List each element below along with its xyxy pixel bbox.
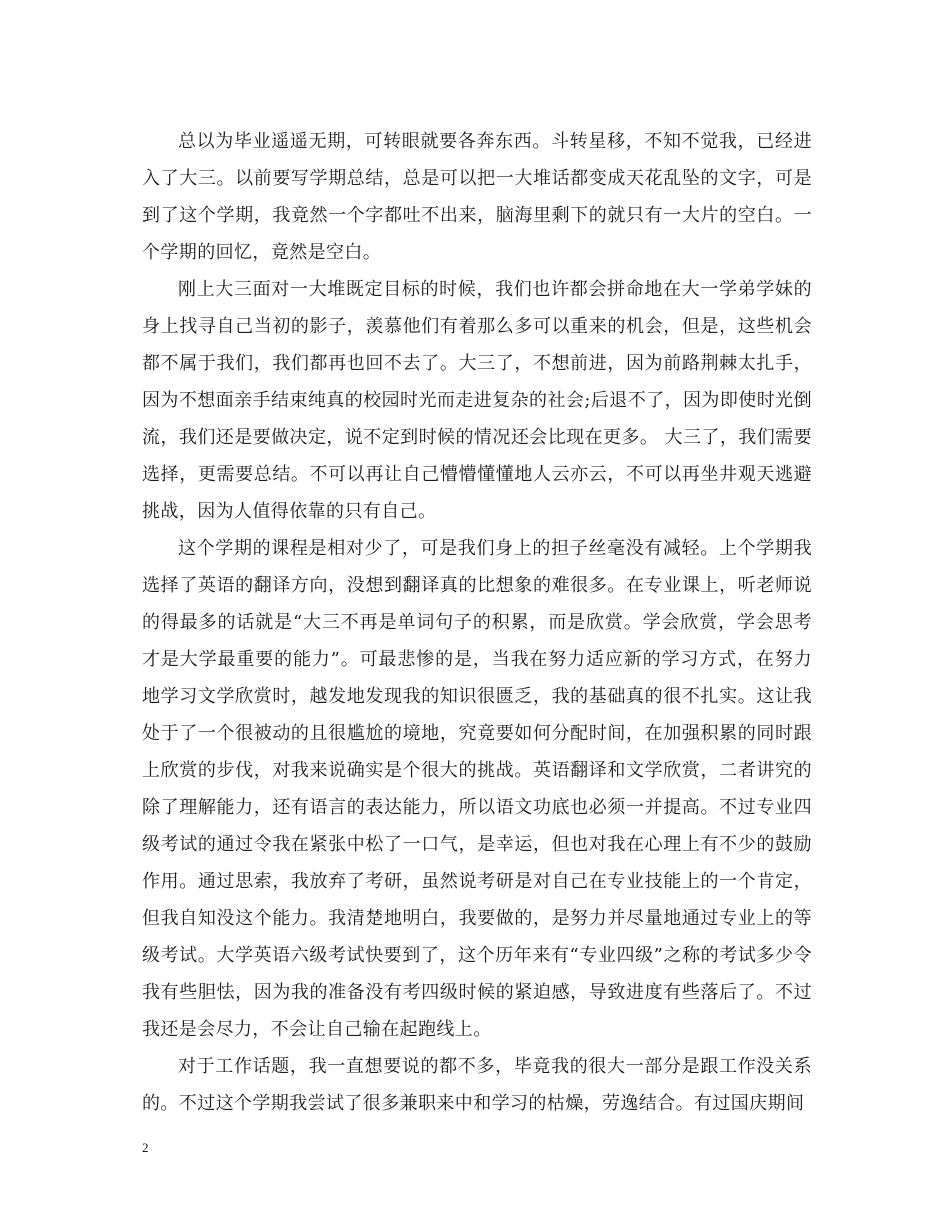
page-number: 2 xyxy=(142,1140,149,1155)
document-body xyxy=(142,123,812,1122)
paragraph-3: 这个学期的课程是相对少了，可是我们身上的担子丝毫没有减轻。上个学期我选择了英语的翻译方向，没想到翻译真的比想象的难很多。在专业课上，听老师说的得最多的话就是“大三不再是单词句子的积累，而是欣赏。学会欣赏，学会思考才是大学最重要的能力”。可最悲惨的是，当我在努力适应新的学习方式，在努力地学习文学欣赏时，越发地发现我的知识很匮乏，我的基础真的很不扎实。这让我处于了一个很被动的且很尴尬的境地，究竟要如何分配时间，在加强积累的同时跟上欣赏的步伐，对我来说确实是个很大的挑战。英语翻译和文学欣赏，二者讲究的除了理解能力，还有语言的表达能力，所以语文功底也必须一并提高。不过专业四级考试的通过令我在紧张中松了一口气，是幸运，但也对我在心理上有不少的鼓励作用。通过思索，我放弃了考研，虽然说考研是对自己在专业技能上的一个肯定，但我自知没这个能力。我清楚地明白，我要做的，是努力并尽量地通过专业上的等级考试。大学英语六级考试快要到了，这个历年来有“专业四级”之称的考试多少令我有些胆怯，因为我的准备没有考四级时候的紧迫感，导致进度有些落后了。不过我还是会尽力，不会让自己输在起跑线上。 xyxy=(142,538,812,1040)
paragraph-2: 刚上大三面对一大堆既定目标的时候，我们也许都会拼命地在大一学弟学妹的身上找寻自己当初的影子，羡慕他们有着那么多可以重来的机会，但是，这些机会都不属于我们，我们都再也回不去了。大三了，不想前进，因为前路荆棘太扎手，因为不想面亲手结束纯真的校园时光而走进复杂的社会;后退不了，因为即使时光倒流，我们还是要做决定，说不定到时候的情况还会比现在更多。 大三了，我们需要选择，更需要总结。不可以再让自己懵懵懂懂地人云亦云，不可以再坐井观天逃避挑战，因为人值得依靠的只有自己。 xyxy=(142,279,812,522)
paragraph-4: 对于工作话题，我一直想要说的都不多，毕竟我的很大一部分是跟工作没关系的。不过这个学期我尝试了很多兼职来中和学习的枯燥，劳逸结合。有过国庆期间 xyxy=(142,1056,812,1114)
paragraph-1: 总以为毕业遥遥无期，可转眼就要各奔东西。斗转星移，不知不觉我，已经进入了大三。以前要写学期总结，总是可以把一大堆话都变成天花乱坠的文字，可是到了这个学期，我竟然一个字都吐不出来，脑海里剩下的就只有一大片的空白。一个学期的回忆，竟然是空白。 xyxy=(142,131,812,263)
